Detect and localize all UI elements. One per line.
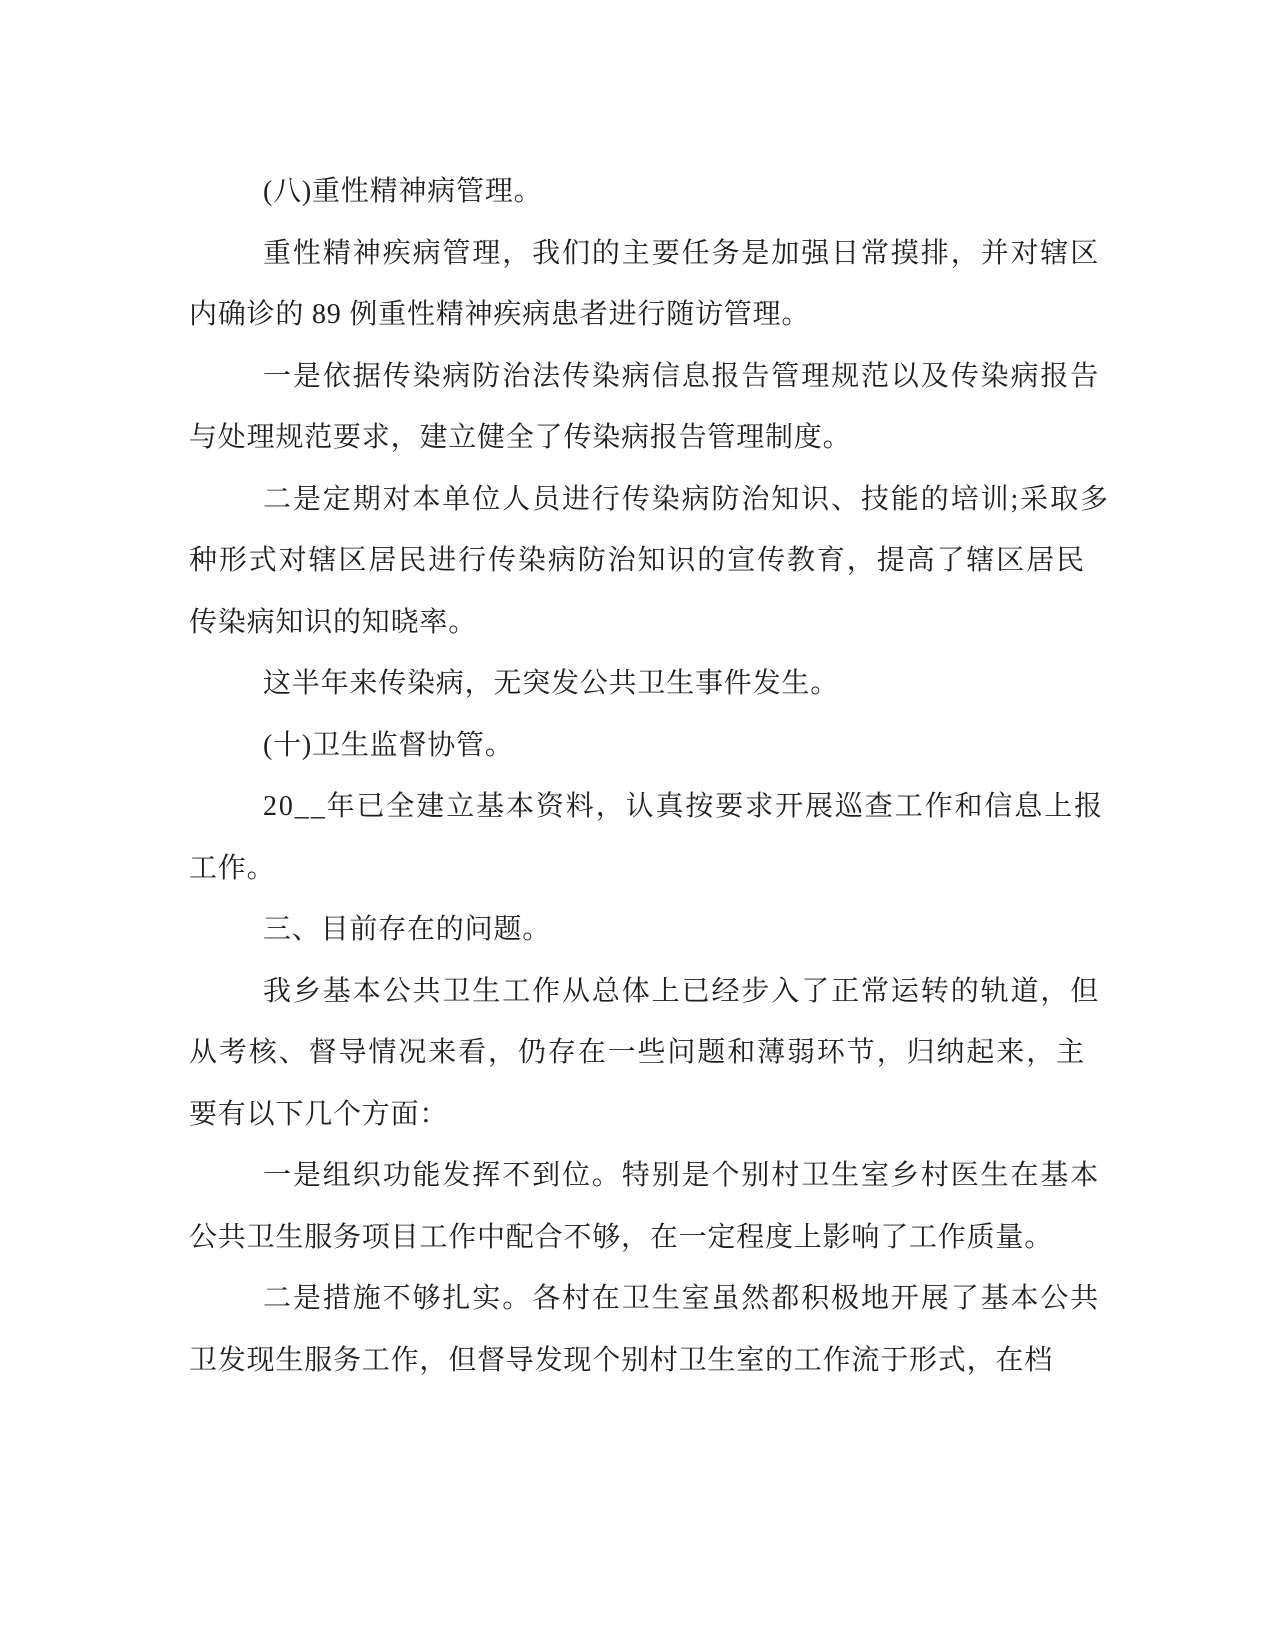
text-line: 工作。 <box>189 852 276 884</box>
text-line: 一是组织功能发挥不到位。特别是个别村卫生室乡村医生在基本 <box>263 1160 1101 1191</box>
text-line: 二是定期对本单位人员进行传染病防治知识、技能的培训;采取多 <box>263 483 1110 515</box>
text-line: 重性精神疾病管理，我们的主要任务是加强日常摸排，并对辖区 <box>263 237 1101 269</box>
text-line: 从考核、督导情况来看，仍存在一些问题和薄弱环节，归纳起来，主 <box>189 1037 1087 1068</box>
text-line: 一是依据传染病防治法传染病信息报告管理规范以及传染病报告 <box>263 360 1101 392</box>
text-line: (八)重性精神病管理。 <box>263 176 543 207</box>
text-line: 20__年已全建立基本资料，认真按要求开展巡查工作和信息上报 <box>263 791 1105 822</box>
text-line: 传染病知识的知晓率。 <box>189 606 478 638</box>
text-line: 三、目前存在的问题。 <box>263 914 552 945</box>
text-line: 卫发现生服务工作，但督导发现个别村卫生室的工作流于形式，在档 <box>189 1344 1054 1376</box>
text-line: 我乡基本公共卫生工作从总体上已经步入了正常运转的轨道，但 <box>263 975 1101 1007</box>
text-line: 种形式对辖区居民进行传染病防治知识的宣传教育，提高了辖区居民 <box>189 545 1087 576</box>
text-line: (十)卫生监督协管。 <box>263 729 514 761</box>
text-line: 与处理规范要求，建立健全了传染病报告管理制度。 <box>189 422 852 453</box>
text-line: 内确诊的 89 例重性精神疾病患者进行随访管理。 <box>189 299 811 330</box>
text-line: 要有以下几个方面： <box>189 1098 449 1130</box>
text-line: 二是措施不够扎实。各村在卫生室虽然都积极地开展了基本公共 <box>263 1283 1101 1314</box>
text-line: 公共卫生服务项目工作中配合不够，在一定程度上影响了工作质量。 <box>189 1221 1054 1253</box>
document-body <box>189 161 1110 1391</box>
text-line: 这半年来传染病，无突发公共卫生事件发生。 <box>263 668 840 699</box>
